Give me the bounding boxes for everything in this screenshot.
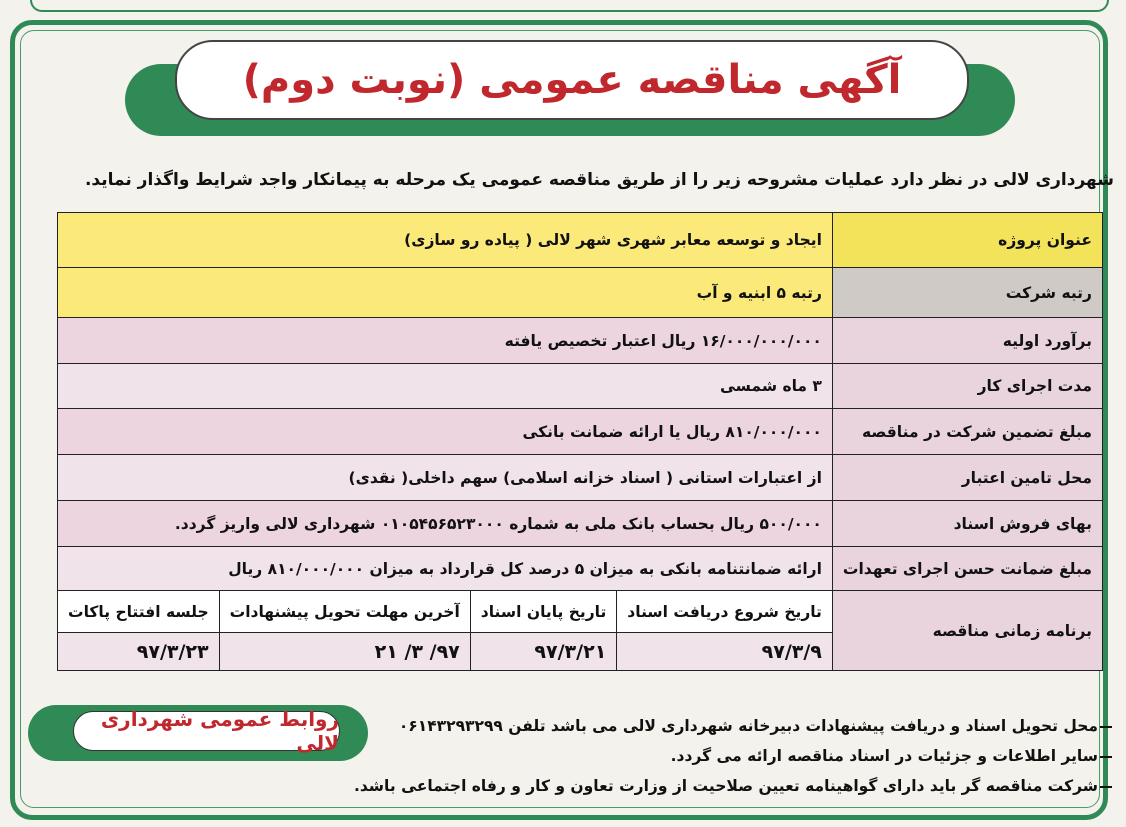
note-item bbox=[392, 742, 1112, 772]
row-label: برآورد اولیه bbox=[832, 318, 1102, 364]
schedule-header: جلسه افتتاح پاکات bbox=[58, 591, 220, 633]
note-text: شرکت مناقصه گر باید دارای گواهینامه تعیین صلاحیت از وزارت تعاون و کار و رفاه اجتماعی باشد. bbox=[353, 777, 1098, 795]
row-value: ایجاد و توسعه معابر شهری شهر لالی ( پیاده رو سازی) bbox=[58, 213, 833, 268]
note-text: سایر اطلاعات و جزئیات در اسناد مناقصه ارائه می گردد. bbox=[670, 747, 1098, 765]
row-value: از اعتبارات استانی ( اسناد خزانه اسلامی) سهم داخلی( نقدی) bbox=[58, 455, 833, 501]
note-text: محل تحویل اسناد و دریافت پیشنهادات دبیرخانه شهرداری لالی می باشد تلفن ۰۶۱۴۳۲۹۳۲۹۹ bbox=[398, 717, 1098, 735]
row-label: مدت اجرای کار bbox=[832, 364, 1102, 409]
table-row bbox=[58, 318, 1103, 364]
table-row bbox=[58, 501, 1103, 547]
row-label: مبلغ تضمین شرکت در مناقصه bbox=[832, 409, 1102, 455]
schedule-date: ۹۷/ ۳/ ۲۱ bbox=[219, 633, 470, 671]
row-value: ارائه ضمانتنامه بانکی به میزان ۵ درصد کل قرارداد به میزان ۸۱۰/۰۰۰/۰۰۰ ریال bbox=[58, 547, 833, 591]
row-value: ۳ ماه شمسی bbox=[58, 364, 833, 409]
table-row bbox=[58, 547, 1103, 591]
schedule-header: تاریخ شروع دریافت اسناد bbox=[617, 591, 833, 633]
schedule-header: تاریخ پایان اسناد bbox=[470, 591, 617, 633]
schedule-date: ۹۷/۳/۹ bbox=[617, 633, 833, 671]
table-row bbox=[58, 213, 1103, 268]
note-item bbox=[353, 772, 1112, 802]
row-label: رتبه شرکت bbox=[832, 268, 1102, 318]
table-row bbox=[58, 364, 1103, 409]
tender-table bbox=[57, 212, 1103, 671]
notes-list bbox=[353, 712, 1112, 802]
row-value: ۸۱۰/۰۰۰/۰۰۰ ریال یا ارائه ضمانت بانکی bbox=[58, 409, 833, 455]
row-label: عنوان پروژه bbox=[832, 213, 1102, 268]
row-value: رتبه ۵ ابنیه و آب bbox=[58, 268, 833, 318]
row-label: بهای فروش اسناد bbox=[832, 501, 1102, 547]
title-banner bbox=[175, 40, 969, 120]
table-row bbox=[58, 455, 1103, 501]
row-label: محل تامین اعتبار bbox=[832, 455, 1102, 501]
schedule-date: ۹۷/۳/۲۳ bbox=[58, 633, 220, 671]
schedule-header: آخرین مهلت تحویل پیشنهادات bbox=[219, 591, 470, 633]
intro-text: شهرداری لالی در نظر دارد عملیات مشروحه زیر را از طریق مناقصه عمومی یک مرحله به پیمانکار واجد شرایط واگذار نماید. bbox=[84, 170, 1114, 190]
row-value: ۱۶/۰۰۰/۰۰۰/۰۰۰ ریال اعتبار تخصیص یافته bbox=[58, 318, 833, 364]
note-item bbox=[392, 712, 1112, 742]
page-title: آگهی مناقصه عمومی (نوبت دوم) bbox=[242, 57, 902, 103]
footer-badge: روابط عمومی شهرداری لالی bbox=[73, 711, 340, 751]
table-row bbox=[58, 409, 1103, 455]
dash-marker bbox=[1100, 726, 1112, 728]
schedule-date: ۹۷/۳/۲۱ bbox=[470, 633, 617, 671]
top-border-strip bbox=[30, 0, 1109, 12]
footer-badge-band bbox=[28, 705, 368, 761]
row-value: ۵۰۰/۰۰۰ ریال بحساب بانک ملی به شماره ۰۱۰۵۴۵۶۵۲۳۰۰۰ شهرداری لالی واریز گردد. bbox=[58, 501, 833, 547]
schedule-label: برنامه زمانی مناقصه bbox=[832, 591, 1102, 671]
row-label: مبلغ ضمانت حسن اجرای تعهدات bbox=[832, 547, 1102, 591]
dash-marker bbox=[1100, 786, 1112, 788]
dash-marker bbox=[1100, 756, 1112, 758]
schedule-header-row bbox=[58, 591, 1103, 633]
table-row bbox=[58, 268, 1103, 318]
